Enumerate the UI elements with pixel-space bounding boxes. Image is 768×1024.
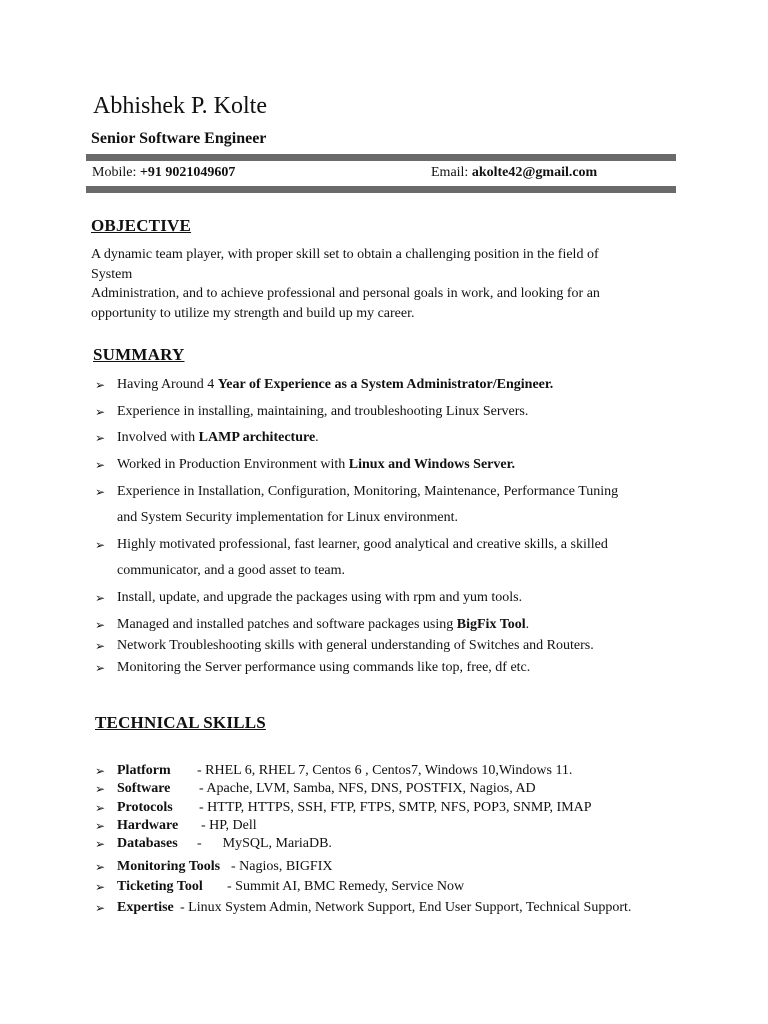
skill-label: Ticketing Tool bbox=[117, 879, 203, 894]
mobile-label: Mobile: bbox=[92, 165, 140, 180]
arrow-bullet-icon: ➢ bbox=[95, 801, 106, 815]
summary-emphasis: Year of Experience as a System Administrator/Engineer. bbox=[217, 377, 554, 392]
header-rule-top bbox=[86, 154, 676, 161]
candidate-name: Abhishek P. Kolte bbox=[93, 93, 267, 119]
header-rule-bottom bbox=[86, 186, 676, 193]
objective-line: System bbox=[91, 266, 133, 282]
summary-text: Experience in installing, maintaining, and troubleshooting Linux Servers. bbox=[117, 404, 529, 419]
skill-value: - RHEL 6, RHEL 7, Centos 6 , Centos7, Windows 10,Windows 11. bbox=[197, 763, 573, 778]
arrow-bullet-icon: ➢ bbox=[95, 764, 106, 778]
skill-value: - Linux System Admin, Network Support, End User Support, Technical Support. bbox=[180, 900, 632, 915]
arrow-bullet-icon: ➢ bbox=[95, 880, 106, 894]
summary-text: . bbox=[511, 457, 516, 472]
arrow-bullet-icon: ➢ bbox=[95, 661, 106, 675]
arrow-bullet-icon: ➢ bbox=[95, 458, 106, 472]
arrow-bullet-icon: ➢ bbox=[95, 431, 106, 445]
summary-text: . bbox=[525, 617, 530, 632]
objective-line: opportunity to utilize my strength and build up my career. bbox=[91, 305, 415, 321]
skill-value: - HTTP, HTTPS, SSH, FTP, FTPS, SMTP, NFS, POP3, SNMP, IMAP bbox=[199, 800, 592, 815]
objective-text bbox=[91, 245, 661, 323]
arrow-bullet-icon: ➢ bbox=[95, 485, 106, 499]
skill-label: Software bbox=[117, 781, 171, 796]
skill-label: Databases bbox=[117, 836, 178, 851]
contact-email bbox=[431, 164, 597, 182]
skill-label: Platform bbox=[117, 763, 171, 778]
arrow-bullet-icon: ➢ bbox=[95, 405, 106, 419]
arrow-bullet-icon: ➢ bbox=[95, 618, 106, 632]
summary-text: Managed and installed patches and software packages using bbox=[117, 617, 457, 632]
skill-label: Hardware bbox=[117, 818, 179, 833]
skill-value: - Nagios, BIGFIX bbox=[231, 859, 333, 874]
objective-heading: OBJECTIVE bbox=[91, 216, 192, 235]
skill-label: Protocols bbox=[117, 800, 173, 815]
summary-emphasis: Linux and Windows Server bbox=[348, 457, 512, 472]
email-address: akolte42@gmail.com bbox=[471, 165, 598, 180]
arrow-bullet-icon: ➢ bbox=[95, 378, 106, 392]
objective-line: Administration, and to achieve professional and personal goals in work, and looking for an bbox=[91, 286, 600, 301]
skill-label: Monitoring Tools bbox=[117, 859, 221, 874]
arrow-bullet-icon: ➢ bbox=[95, 538, 106, 552]
objective-line: A dynamic team player, with proper skill set to obtain a challenging position in the field of bbox=[91, 247, 599, 262]
contact-mobile bbox=[92, 164, 235, 182]
summary-text: Worked in Production Environment with bbox=[117, 457, 349, 472]
skill-value: - HP, Dell bbox=[201, 818, 257, 833]
summary-text: Highly motivated professional, fast learner, good analytical and creative skills, a skilled bbox=[117, 537, 608, 552]
arrow-bullet-icon: ➢ bbox=[95, 837, 106, 851]
technical-skills-heading: TECHNICAL SKILLS bbox=[95, 713, 266, 732]
summary-text: Having Around 4 bbox=[117, 377, 218, 392]
skill-label: Expertise bbox=[117, 900, 174, 915]
skill-value: - Summit AI, BMC Remedy, Service Now bbox=[227, 879, 465, 894]
summary-text: Monitoring the Server performance using commands like top, free, df etc. bbox=[117, 660, 531, 675]
skill-value: - MySQL, MariaDB. bbox=[197, 836, 332, 851]
arrow-bullet-icon: ➢ bbox=[95, 591, 106, 605]
summary-text: Involved with bbox=[117, 430, 199, 445]
summary-emphasis: BigFix Tool bbox=[456, 617, 526, 632]
job-title: Senior Software Engineer bbox=[91, 130, 267, 147]
skill-value: - Apache, LVM, Samba, NFS, DNS, POSTFIX, Nagios, AD bbox=[199, 781, 536, 796]
summary-text: Install, update, and upgrade the packages using with rpm and yum tools. bbox=[117, 590, 523, 605]
summary-text: . bbox=[315, 430, 319, 445]
summary-text: Network Troubleshooting skills with general understanding of Switches and Routers. bbox=[117, 638, 594, 653]
arrow-bullet-icon: ➢ bbox=[95, 639, 106, 653]
arrow-bullet-icon: ➢ bbox=[95, 860, 106, 874]
summary-heading: SUMMARY bbox=[93, 345, 185, 364]
summary-emphasis: LAMP architecture bbox=[198, 430, 316, 445]
arrow-bullet-icon: ➢ bbox=[95, 819, 106, 833]
arrow-bullet-icon: ➢ bbox=[95, 782, 106, 796]
summary-text: communicator, and a good asset to team. bbox=[117, 563, 346, 578]
summary-text: and System Security implementation for Linux environment. bbox=[117, 510, 458, 525]
summary-text: Experience in Installation, Configuration, Monitoring, Maintenance, Performance Tuning bbox=[117, 484, 619, 499]
arrow-bullet-icon: ➢ bbox=[95, 901, 106, 915]
email-label: Email: bbox=[431, 165, 472, 180]
mobile-number: +91 9021049607 bbox=[139, 165, 236, 180]
